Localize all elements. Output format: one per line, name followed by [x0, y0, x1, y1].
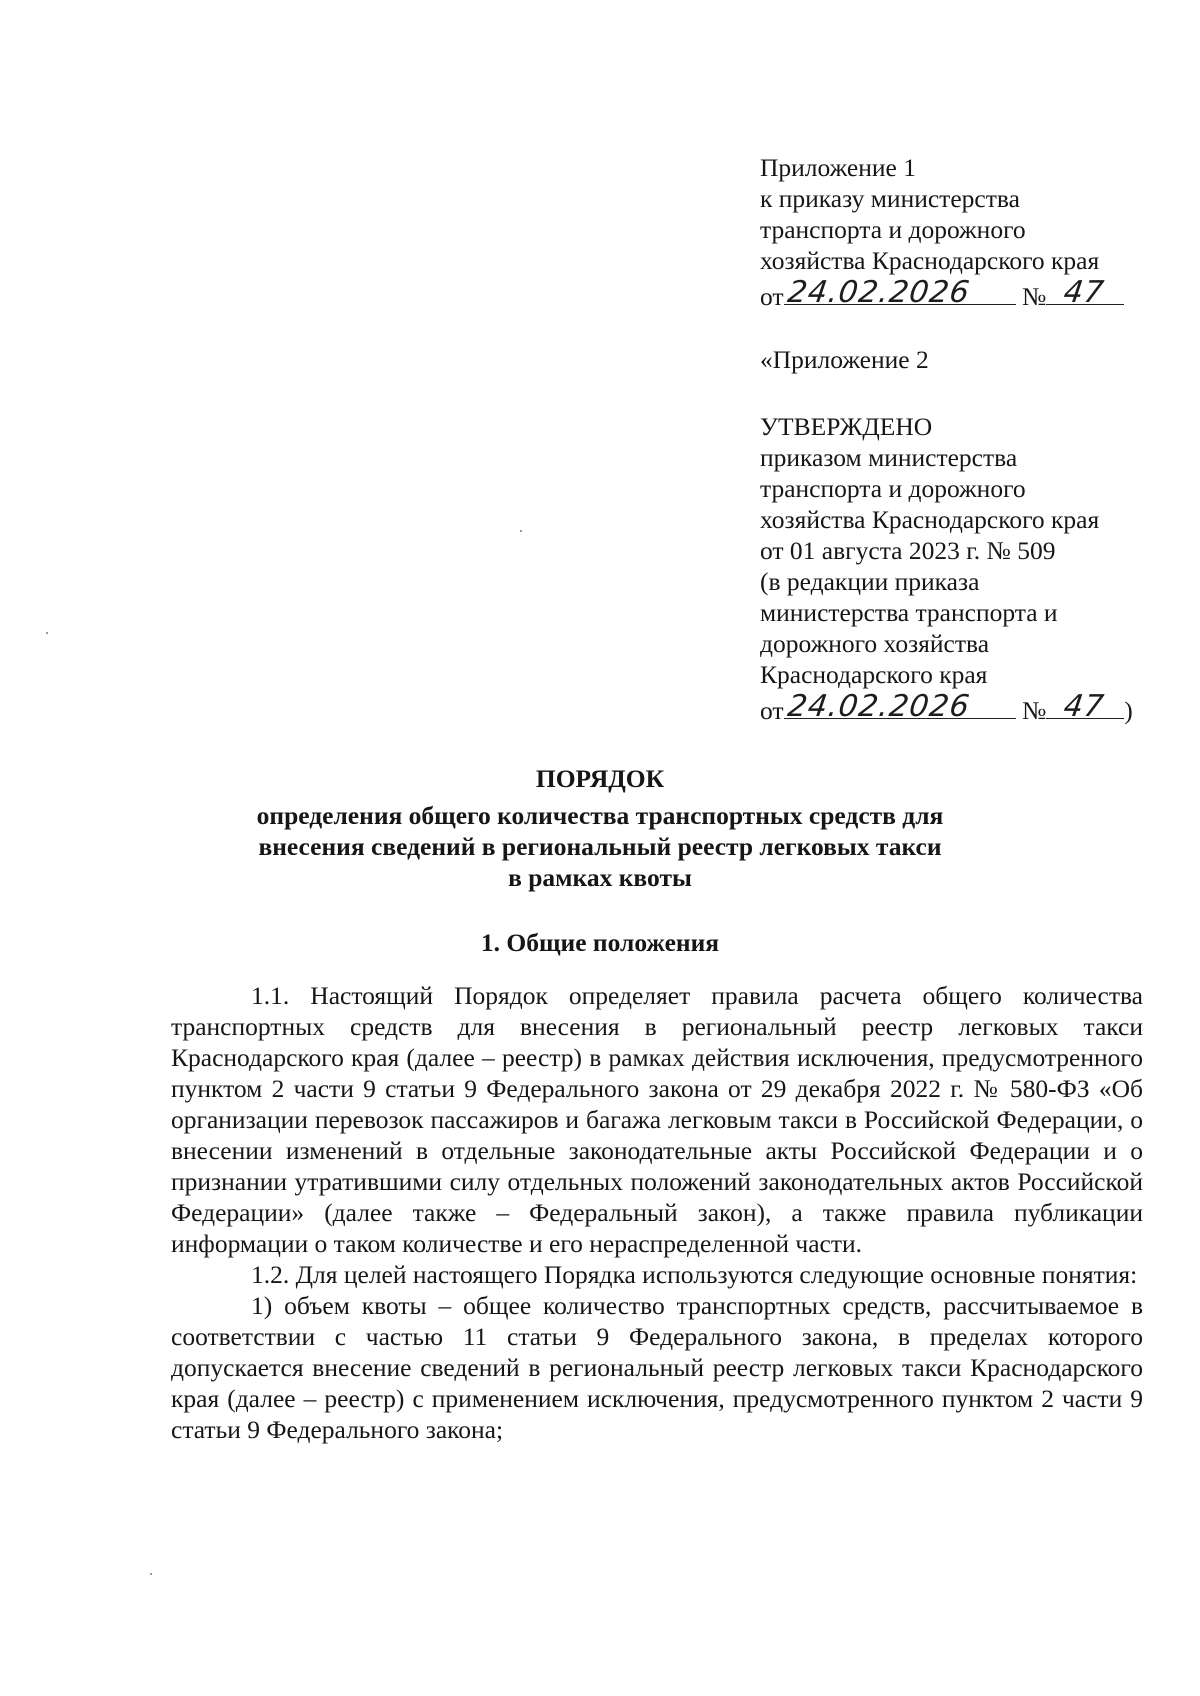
approved-line: дорожного хозяйства: [760, 629, 990, 658]
scan-speck: [520, 530, 522, 532]
section-heading: 1. Общие положения: [480, 928, 720, 957]
approved-line: Краснодарского края: [760, 660, 988, 689]
annex-1-date-row: [760, 276, 1180, 312]
section-body: [171, 980, 1143, 1445]
document-subtitle: [0, 800, 1200, 893]
handwritten-date: 24.02.2026: [785, 689, 972, 724]
paragraph: 1) объем квоты – общее количество транспортных средств, рассчитываемое в соответствии с частью 11 статьи 9 Федерального закона, в пределах которого допускается внесение сведений в региональный реестр легковых такси Краснодарского края (далее – реестр) с применением исключения, предусмотренного пунктом 2 части 9 статьи 9 Федерального закона;: [171, 1291, 1143, 1444]
annex-2-label: «Приложение 2: [760, 345, 929, 374]
number-underline: [1046, 275, 1124, 310]
paragraph: 1.2. Для целей настоящего Порядка используются следующие основные понятия:: [251, 1260, 1138, 1289]
subtitle-line: в рамках квоты: [508, 863, 692, 892]
approved-date-row: [760, 690, 1180, 726]
date-prefix: от: [760, 696, 784, 725]
scan-speck: [46, 632, 48, 634]
approved-line: УТВЕРЖДЕНО: [760, 412, 933, 441]
approved-line: приказом министерства: [760, 443, 1018, 472]
approved-block: [760, 411, 1180, 726]
approved-line: от 01 августа 2023 г. № 509: [760, 536, 1056, 565]
approved-line: транспорта и дорожного: [760, 474, 1026, 503]
approved-line: (в редакции приказа: [760, 567, 980, 596]
number-underline: [1046, 689, 1124, 724]
handwritten-number: 47: [1061, 275, 1107, 310]
closing-parenthesis: ): [1124, 696, 1133, 725]
number-prefix: №: [1021, 696, 1047, 725]
date-underline: [784, 275, 1016, 310]
annex-1-line: хозяйства Краснодарского края: [760, 246, 1100, 275]
subtitle-line: определения общего количества транспортных средств для: [256, 801, 944, 830]
annex-1-block: [760, 152, 1180, 312]
approved-line: министерства транспорта и: [760, 598, 1058, 627]
document-title: ПОРЯДОК: [535, 764, 665, 793]
number-prefix: №: [1021, 282, 1047, 311]
scan-speck: [150, 1573, 152, 1575]
date-underline: [784, 689, 1016, 724]
handwritten-date: 24.02.2026: [785, 275, 972, 310]
date-prefix: от: [760, 282, 784, 311]
annex-1-line: транспорта и дорожного: [760, 215, 1026, 244]
paragraph: 1.1. Настоящий Порядок определяет правила расчета общего количества транспортных средств для внесения в региональный реестр легковых такси Краснодарского края (далее – реестр) в рамках действия исключения, предусмотренного пунктом 2 части 9 статьи 9 Федерального закона от 29 декабря 2022 г. № 580-ФЗ «Об организации перевозок пассажиров и багажа легковым такси в Российской Федерации, о внесении изменений в отдельные законодательные акты Российской Федерации и о признании утратившими силу отдельных положений законодательных актов Российской Федерации» (далее также – Федеральный закон), а также правила публикации информации о таком количестве и его нераспределенной части.: [171, 981, 1143, 1258]
annex-1-line: Приложение 1: [760, 153, 916, 182]
approved-line: хозяйства Краснодарского края: [760, 505, 1100, 534]
subtitle-line: внесения сведений в региональный реестр легковых такси: [258, 832, 942, 861]
handwritten-number: 47: [1061, 689, 1107, 724]
annex-1-line: к приказу министерства: [760, 184, 1020, 213]
